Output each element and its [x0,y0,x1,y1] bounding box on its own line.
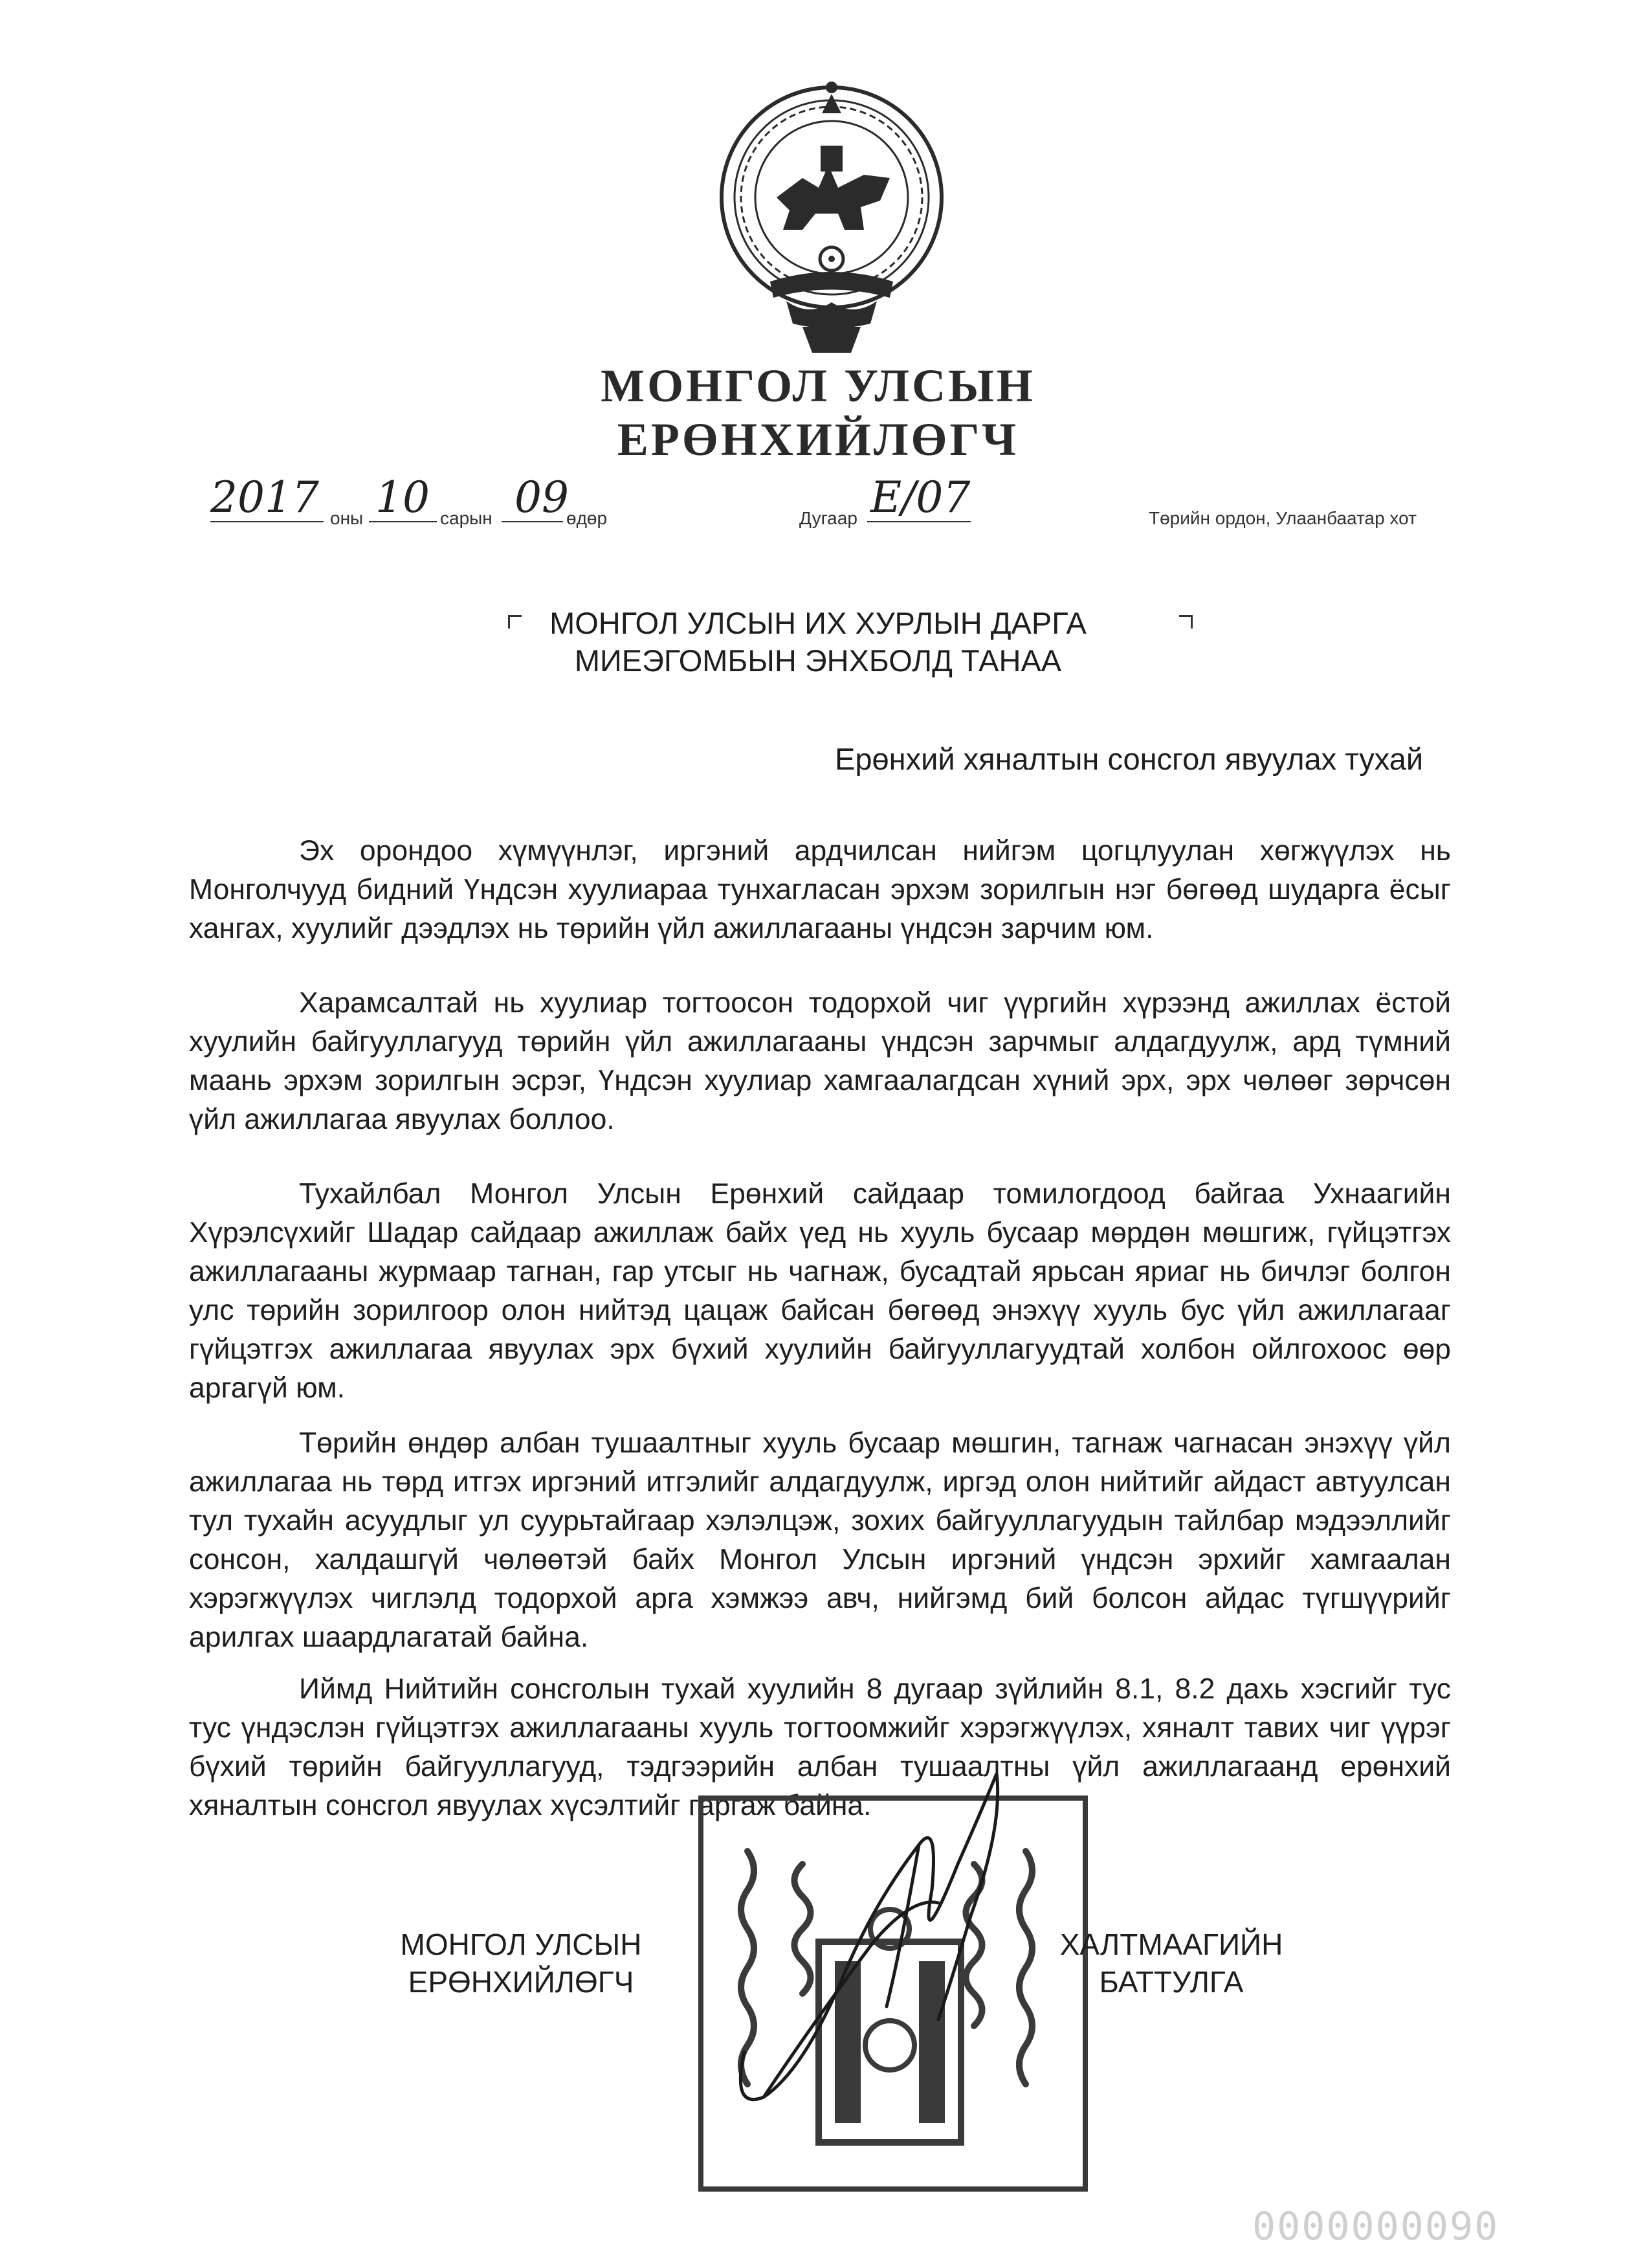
signature-name-line2: БАТТУЛГА [1099,1965,1244,1999]
date-day: 09 [514,472,569,522]
serial-number: 0000000090 [1252,2204,1499,2249]
paragraph-3: Тухайлбал Монгол Улсын Ерөнхий сайдаар томилогдоод байгаа Ухнаагийн Хүрэлсүхийг Шадар сайдаар ажиллаж байх үед нь хууль бусаар мөрдөн мөшгиж, гүйцэтгэх ажиллагааны журмаар тагнан, гар утсыг нь чагнаж, бусадтай ярьсан яриаг нь бичлэг болгон улс төрийн зорилгоор олон нийтэд цацаж байсан бөгөөд энэхүү хууль бус үйл ажиллагааг гүйцэтгэх ажиллагаа явуулах эрх бүхий хуулийн байгууллагуудтай холбон ойлгохоос өөр аргагүй юм. [189,1178,1451,1404]
paragraph-4: Төрийн өндөр албан тушаалтныг хууль бусаар мөшгин, тагнаж чагнасан энэхүү үйл ажиллагаа нь төрд итгэх иргэний итгэлийг алдагдуулж, иргэд олон нийтийг айдаст автуулсан тул тухайн асуудлыг ул суурьтайгаар хэлэлцэж, зохих байгууллагуудын тайлбар мэдээллийг сонсон, халдашгүй чөлөөтэй байх Монгол Улсын иргэний үндсэн эрхийг хамгаалан хэрэгжүүлэх чиглэлд тодорхой арга хэмжээ авч, нийгэмд бий болсон айдас түгшүүрийг арилгах шаардлагатай байна. [189,1427,1451,1653]
date-year-suffix: оны [330,508,364,528]
document-number: Е/07 [870,472,971,522]
date-month-suffix: сарын [440,508,492,528]
signature-name [1052,1926,1291,2001]
letterhead-title-line2: ЕРӨНХИЙЛӨГЧ [617,414,1019,465]
handwritten-signature [725,1748,1100,2136]
addressee-line1: МОНГОЛ УЛСЫН ИХ ХУРЛЫН ДАРГА [549,606,1087,640]
date-year: 2017 [210,472,319,522]
addressee-line2: МИЕЭГОМБЫН ЭНХБОЛД ТАНАА [574,643,1062,678]
paragraph-5: Иймд Нийтийн сонсголын тухай хуулийн 8 дугаар зүйлийн 8.1, 8.2 дахь хэсгийг тус тус үндэслэн гүйцэтгэх ажиллагааны хууль тогтоомжийг хэрэгжүүлэх, хяналт тавих чиг үүрэг бүхий төрийн байгууллагууд, тэдгээрийн албан тушаалтны үйл ажиллагаанд ерөнхий хяналтын сонсгол явуулах хүсэлтийг гаргаж байна. [189,1673,1451,1821]
number-label: Дугаар [799,508,857,528]
subject: Ерөнхий хяналтын сонсгол явуулах тухай [835,742,1424,776]
date-month: 10 [375,472,430,522]
paragraph-1: Эх орондоо хүмүүнлэг, иргэний ардчилсан нийгэм цогцлуулан хөгжүүлэх нь Монголчууд бидний Үндсэн хуулиараа тунхагласан эрхэм зорилгын нэг бөгөөд шударга ёсыг хангах, хуулийг дээдлэх нь төрийн үйл ажиллагааны үндсэн зарчим юм. [189,835,1451,944]
state-emblem-icon [705,68,958,372]
date-day-suffix: өдөр [566,508,608,528]
signature-name-line1: ХАЛТМААГИЙН [1059,1928,1283,1961]
signature-title-line1: МОНГОЛ УЛСЫН [400,1928,642,1961]
signature-title-line2: ЕРӨНХИЙЛӨГЧ [408,1965,634,1999]
letterhead-title-line1: МОНГОЛ УЛСЫН [601,360,1035,412]
paragraph-2: Харамсалтай нь хуулиар тогтоосон тодорхой чиг үүргийн хүрээнд ажиллах ёстой хуулийн байгууллагууд төрийн үйл ажиллагааны үндсэн зарчмыг алдагдуулж, ард түмний маань эрхэм зорилгын эсрэг, Үндсэн хуулиар хамгаалагдсан хүний эрх, эрх чөлөөг зөрчсөн үйл ажиллагаа явуулах боллоо. [189,987,1451,1135]
location: Төрийн ордон, Улаанбаатар хот [1149,508,1417,528]
signature-title [392,1926,650,2001]
